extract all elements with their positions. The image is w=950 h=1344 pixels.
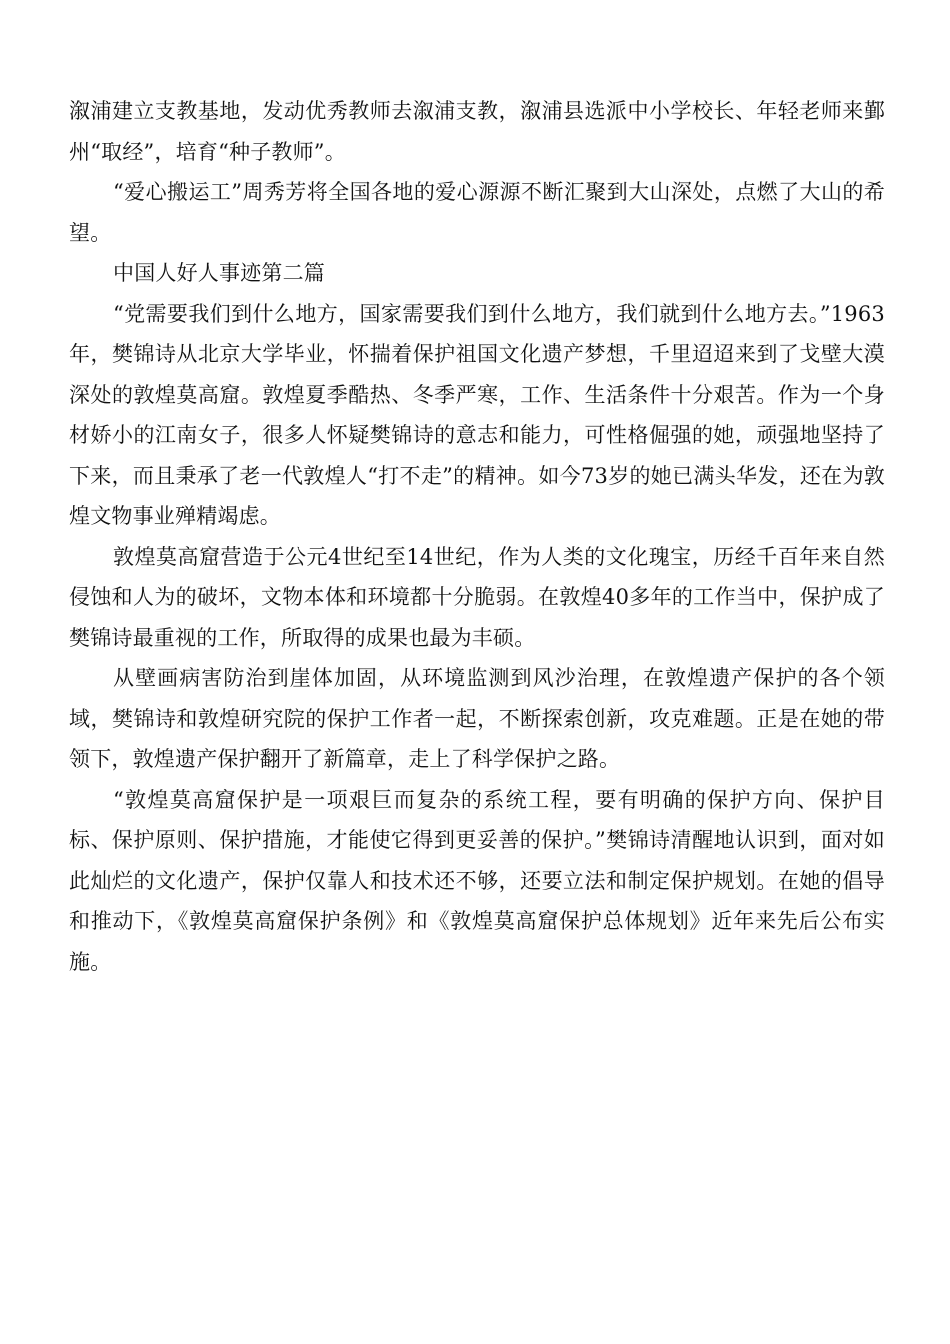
paragraph-protection-planning: “敦煌莫高窟保护是一项艰巨而复杂的系统工程，要有明确的保护方向、保护目标、保护原则、保护措施，才能使它得到更妥善的保护。”樊锦诗清醒地认识到，面对如此灿烂的文化遗产，保护仅靠人和技术还不够，还要立法和制定保护规划。在她的倡导和推动下，《敦煌莫高窟保护条例》和《敦煌莫高窟保护总体规划》近年来先后公布实施。 <box>69 787 885 974</box>
paragraph-protection-work: 从壁画病害防治到崖体加固，从环境监测到风沙治理，在敦煌遗产保护的各个领域，樊锦诗和敦煌研究院的保护工作者一起，不断探索创新，攻克难题。正是在她的带领下，敦煌遗产保护翻开了新篇章，走上了科学保护之路。 <box>69 666 885 771</box>
paragraph-love-porter: “爱心搬运工”周秀芳将全国各地的爱心源源不断汇聚到大山深处，点燃了大山的希望。 <box>69 180 885 245</box>
document-page <box>69 91 885 982</box>
section-heading: 中国人好人事迹第二篇 <box>113 261 325 285</box>
paragraph-fan-jinshi-intro: “党需要我们到什么地方，国家需要我们到什么地方，我们就到什么地方去。”1963年，樊锦诗从北京大学毕业，怀揣着保护祖国文化遗产梦想，千里迢迢来到了戈壁大漠深处的敦煌莫高窟。敦煌夏季酷热、冬季严寒，工作、生活条件十分艰苦。作为一个身材娇小的江南女子，很多人怀疑樊锦诗的意志和能力，可性格倔强的她，顽强地坚持了下来，而且秉承了老一代敦煌人“打不走”的精神。如今73岁的她已满头华发，还在为敦煌文物事业殚精竭虑。 <box>69 301 885 528</box>
paragraph-mogao-history: 敦煌莫高窟营造于公元4世纪至14世纪，作为人类的文化瑰宝，历经千百年来自然侵蚀和人为的破坏，文物本体和环境都十分脆弱。在敦煌40多年的工作当中，保护成了樊锦诗最重视的工作，所取得的成果也最为丰硕。 <box>69 544 885 650</box>
paragraph-continued: 溆浦建立支教基地，发动优秀教师去溆浦支教，溆浦县选派中小学校长、年轻老师来鄞州“取经”，培育“种子教师”。 <box>69 99 885 164</box>
